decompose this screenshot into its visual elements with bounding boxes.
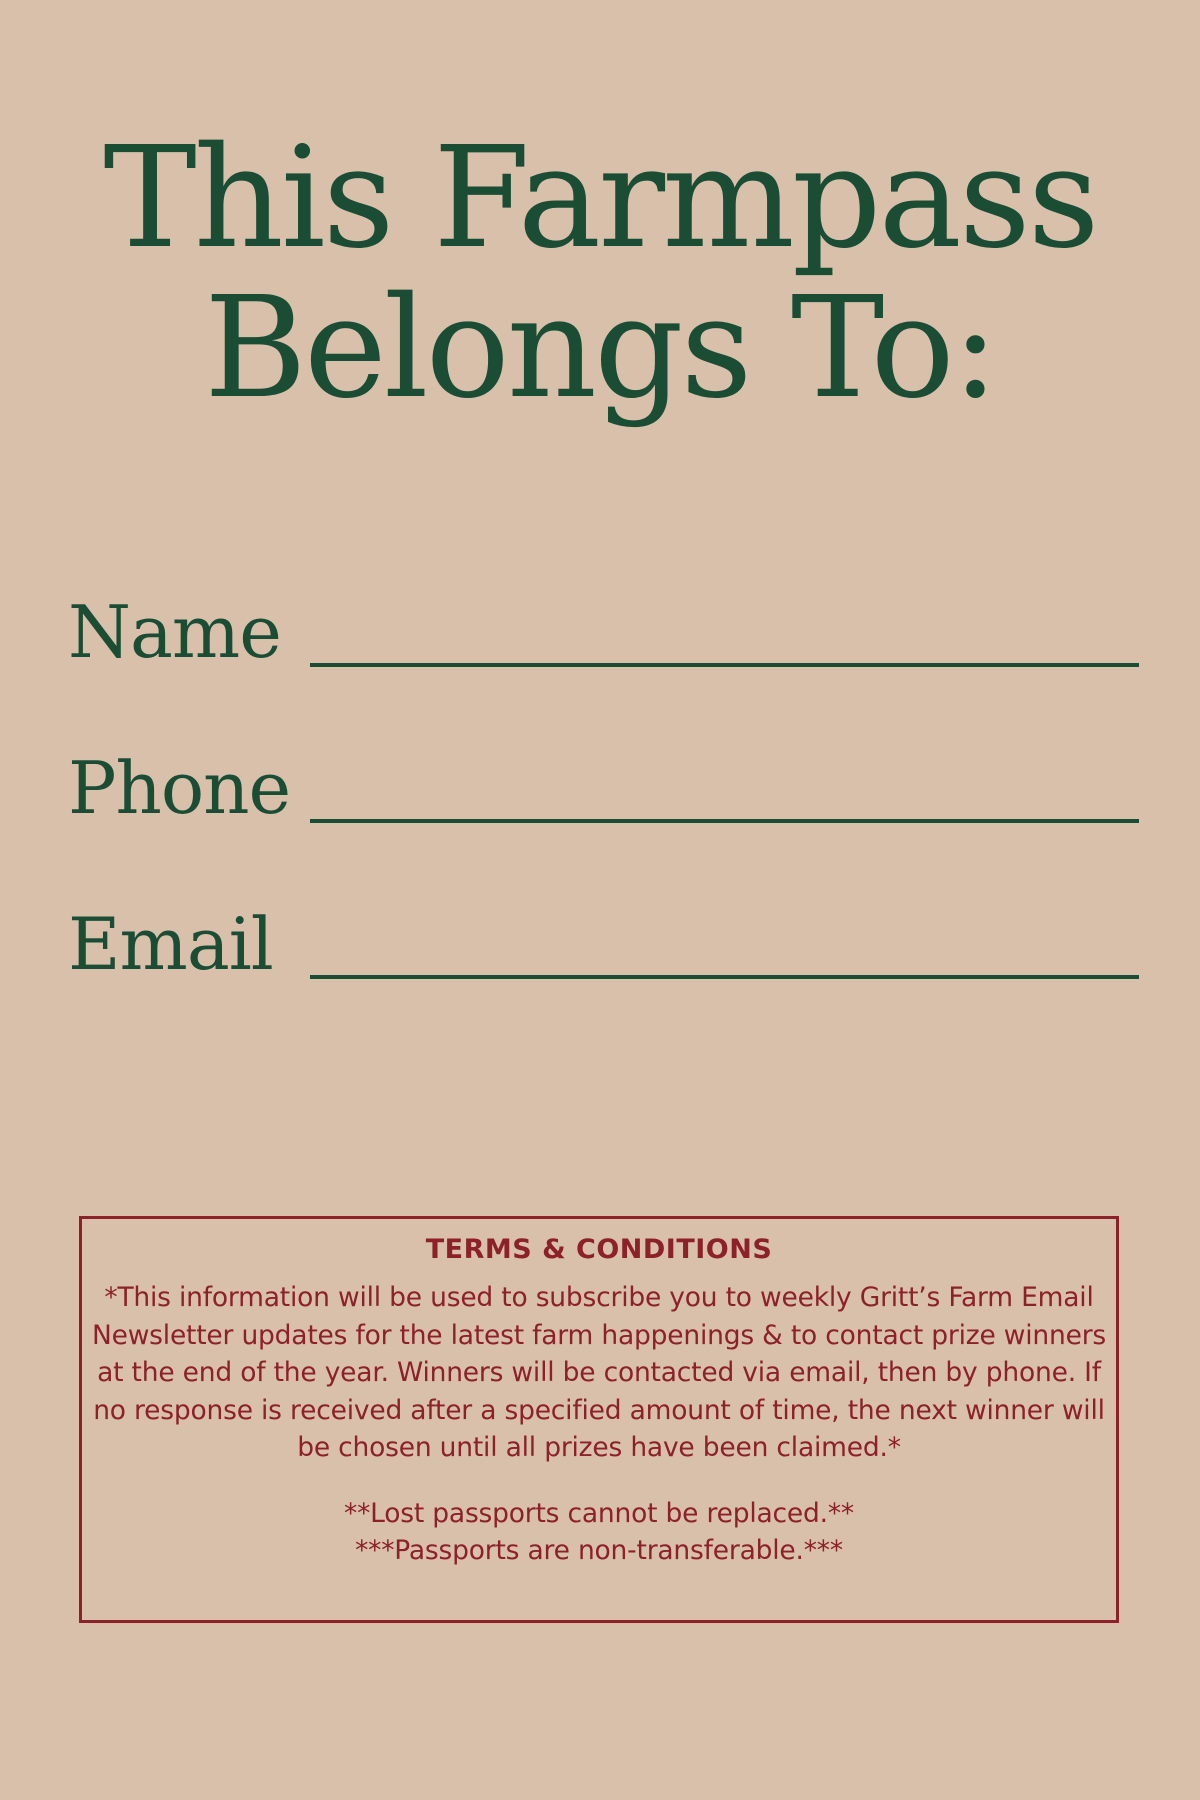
title-line-1: This Farmpass [103,117,1097,280]
phone-write-line [310,819,1139,823]
phone-field [0,746,1200,840]
name-label: Name [68,590,281,674]
name-write-line [310,663,1139,667]
email-label: Email [68,902,273,986]
terms-note-lost-passports: **Lost passports cannot be replaced.** [344,1497,854,1529]
title-line-2: Belongs To: [204,267,996,430]
terms-box [79,1216,1119,1623]
email-field [0,902,1200,996]
page-title [0,117,1200,430]
name-field [0,590,1200,684]
email-write-line [310,975,1139,979]
terms-note-non-transferable: ***Passports are non-transferable.*** [355,1535,843,1566]
terms-heading: TERMS & CONDITIONS [425,1234,773,1265]
terms-body: *This information will be used to subscribe you to weekly Gritt’s Farm Email Newsletter updates for the latest farm happenings & to contact prize winners at the end of the year. Winners will be contacted via email, then by phone. If no response is received after a specified amount of time, the next winner will be chosen until all prizes have been claimed.* [91,1282,1107,1463]
phone-label: Phone [68,746,291,830]
